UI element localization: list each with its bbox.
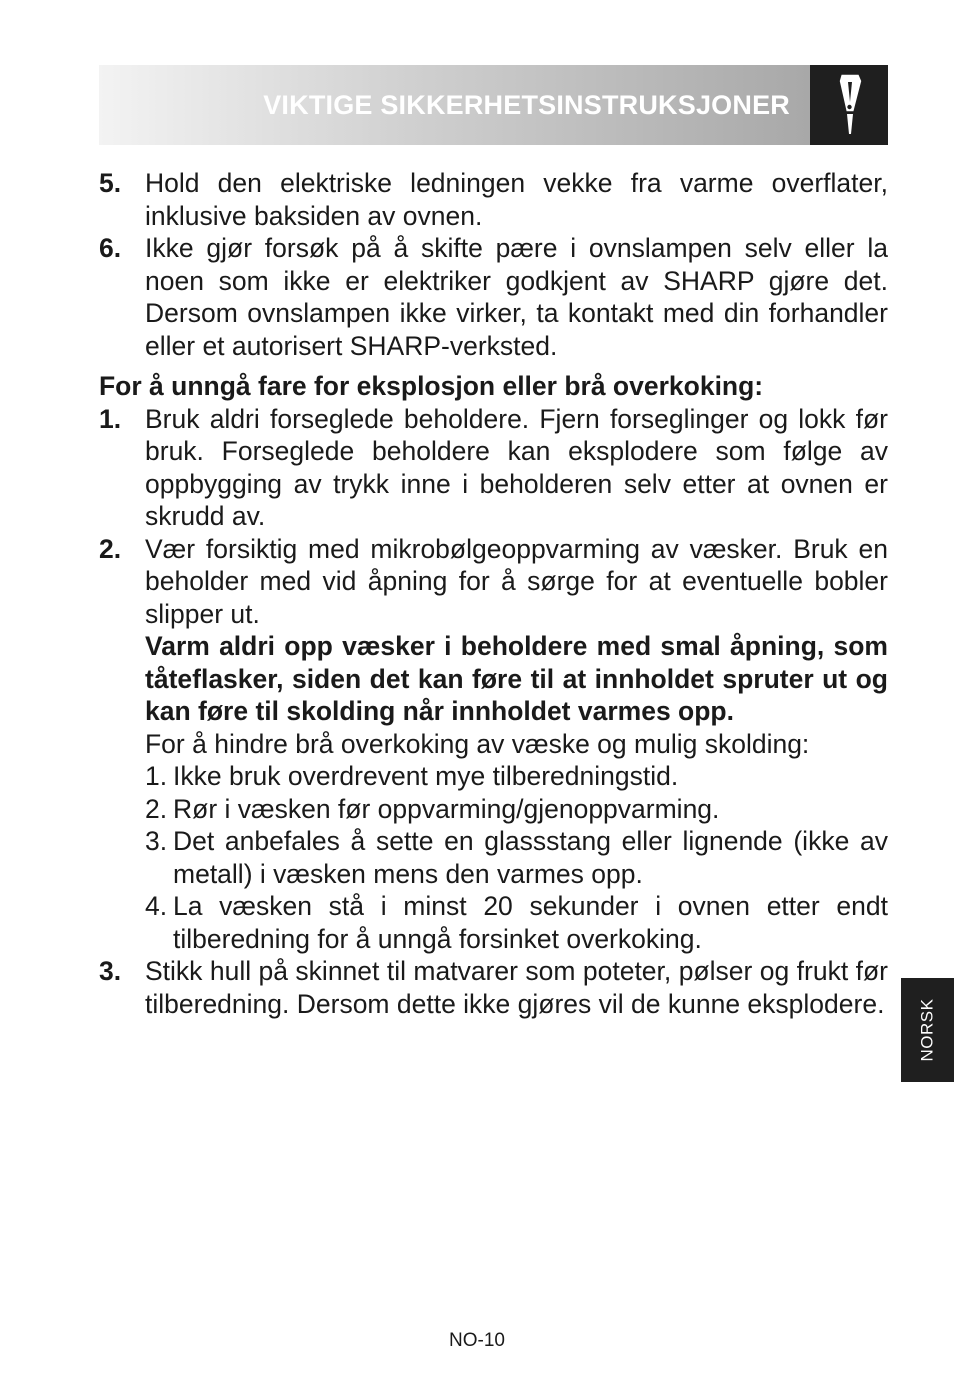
prevent-intro: For å hindre brå overkoking av væske og mulig skolding:	[145, 728, 810, 759]
sub-list-item	[145, 760, 888, 793]
warning-text: Varm aldri opp væsker i beholdere med smal åpning, som tåteflasker, siden det kan føre til at innholdet spruter ut og kan føre til skolding når innholdet varmes opp.	[145, 631, 888, 726]
item-text: Bruk aldri forseglede beholdere. Fjern forseglinger og lokk før bruk. Forseglede beholdere kan eksplodere som følge av oppbygging av trykk inne i beholderen selv etter at ovnen er skrudd av.	[145, 403, 888, 531]
sub-list-item	[145, 890, 888, 955]
item-number: 3.	[99, 956, 122, 986]
item-text: Stikk hull på skinnet til matvarer som poteter, pølser og frukt før tilberedning. Dersom dette ikke gjøres vil de kunne eksplodere.	[145, 956, 888, 1019]
header-icon-box	[810, 65, 888, 145]
item-number: 1.	[99, 403, 122, 434]
item-text: Hold den elektriske ledningen vekke fra varme overflater, inklusive baksiden av ovnen.	[145, 168, 888, 231]
sub-text: Rør i væsken før oppvarming/gjenoppvarming.	[173, 793, 720, 824]
section-header	[99, 65, 888, 145]
list-item	[99, 167, 888, 232]
sub-text: La væsken stå i minst 20 sekunder i ovnen etter endt tilberedning for å unngå forsinket overkoking.	[173, 891, 888, 954]
sub-list-item	[145, 793, 888, 826]
sub-number: 3.	[145, 826, 168, 856]
item-number: 6.	[99, 233, 122, 263]
list-item	[99, 955, 888, 1020]
section-heading: For å unngå fare for eksplosjon eller brå overkoking:	[99, 371, 764, 401]
item-body	[145, 533, 888, 956]
list-item	[99, 403, 888, 533]
page-number: NO-10	[449, 1330, 505, 1351]
sub-text: Ikke bruk overdrevent mye tilberedningstid.	[173, 761, 679, 791]
language-tab-label: NORSK	[917, 998, 937, 1062]
list-item	[99, 533, 888, 956]
header-bar	[99, 65, 810, 145]
item-number: 2.	[99, 533, 122, 564]
language-tab	[901, 978, 954, 1082]
warning-pen-icon	[832, 72, 866, 138]
sub-text: Det anbefales å sette en glassstang eller lignende (ikke av metall) i væsken mens den varmes opp.	[173, 826, 888, 889]
sub-list-item	[145, 825, 888, 890]
item-text: Ikke gjør forsøk på å skifte pære i ovnslampen selv eller la noen som ikke er elektriker godkjent av SHARP gjøre det. Dersom ovnslampen ikke virker, ta kontakt med din forhandler eller et autorisert SHARP-verksted.	[145, 233, 888, 361]
sub-number: 4.	[145, 891, 168, 921]
list-item	[99, 232, 888, 362]
sub-number: 2.	[145, 793, 168, 824]
content	[99, 167, 888, 1020]
item-number: 5.	[99, 168, 122, 198]
header-title: VIKTIGE SIKKERHETSINSTRUKSJONER	[263, 89, 790, 120]
sub-number: 1.	[145, 761, 168, 791]
item-text: Vær forsiktig med mikrobølgeoppvarming av væsker. Bruk en beholder med vid åpning for å sørge for at eventuelle bobler slipper ut.	[145, 533, 888, 629]
sub-list	[145, 760, 888, 955]
